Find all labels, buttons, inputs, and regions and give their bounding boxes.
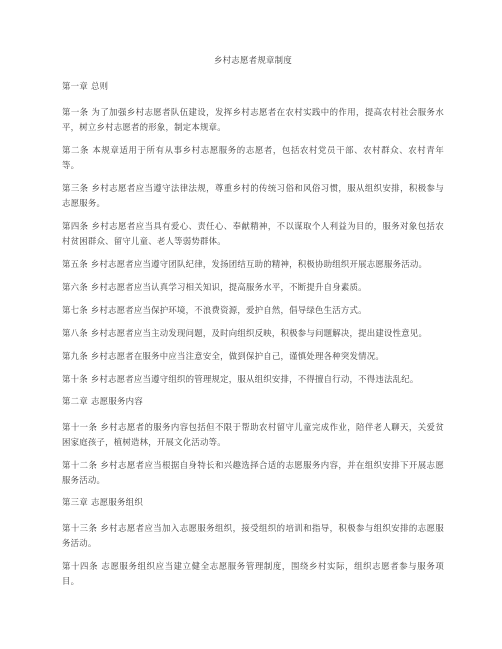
article-paragraph: 第五条 乡村志愿者应当遵守团队纪律，发扬团结互助的精神，积极协助组织开展志愿服务活动。	[62, 259, 428, 269]
article-paragraph: 第二条 本规章适用于所有从事乡村志愿服务的志愿者，包括农村党员干部、农村群众、农村青年等。	[62, 145, 444, 170]
article-paragraph: 第八条 乡村志愿者应当主动发现问题，及时向组织反映，积极参与问题解决，提出建设性意见。	[62, 328, 428, 338]
article-paragraph: 第十二条 乡村志愿者应当根据自身特长和兴趣选择合适的志愿服务内容，并在组织安排下开展志愿服务活动。	[62, 460, 444, 485]
article-paragraph: 第十条 乡村志愿者应当遵守组织的管理规定，服从组织安排，不得擅自行动，不得违法乱纪。	[62, 374, 419, 384]
chapter-heading: 第二章 志愿服务内容	[62, 396, 144, 406]
article-paragraph: 第十四条 志愿服务组织应当建立健全志愿服务管理制度，围绕乡村实际，组织志愿者参与服务项目。	[62, 561, 444, 586]
chapter-heading: 第三章 志愿服务组织	[62, 497, 144, 507]
document-page	[62, 0, 444, 597]
article-paragraph: 第一条 为了加强乡村志愿者队伍建设，发挥乡村志愿者在农村实践中的作用，提高农村社会服务水平，树立乡村志愿者的形象，制定本规章。	[62, 107, 444, 132]
document-title: 乡村志愿者规章制度	[213, 55, 293, 65]
article-paragraph: 第七条 乡村志愿者应当保护环境，不浪费资源，爱护自然，倡导绿色生活方式。	[62, 305, 367, 315]
article-paragraph: 第六条 乡村志愿者应当认真学习相关知识，提高服务水平，不断提升自身素质。	[62, 282, 367, 292]
article-paragraph: 第四条 乡村志愿者应当具有爱心、责任心、奉献精神，不以谋取个人利益为目的，服务对象包括农村贫困群众、留守儿童、老人等弱势群体。	[62, 221, 444, 246]
article-paragraph: 第三条 乡村志愿者应当遵守法律法规，尊重乡村的传统习俗和风俗习惯，服从组织安排，积极参与志愿服务。	[62, 183, 444, 208]
article-paragraph: 第十三条 乡村志愿者应当加入志愿服务组织，接受组织的培训和指导，积极参与组织安排的志愿服务活动。	[62, 523, 444, 548]
article-paragraph: 第九条 乡村志愿者在服务中应当注意安全，做到保护自己，谨慎处理各种突发情况。	[62, 351, 385, 361]
chapter-heading: 第一章 总则	[62, 81, 109, 91]
article-paragraph: 第十一条 乡村志愿者的服务内容包括但不限于帮助农村留守儿童完成作业，陪伴老人聊天，关爱贫困家庭孩子，植树造林，开展文化活动等。	[62, 422, 444, 447]
